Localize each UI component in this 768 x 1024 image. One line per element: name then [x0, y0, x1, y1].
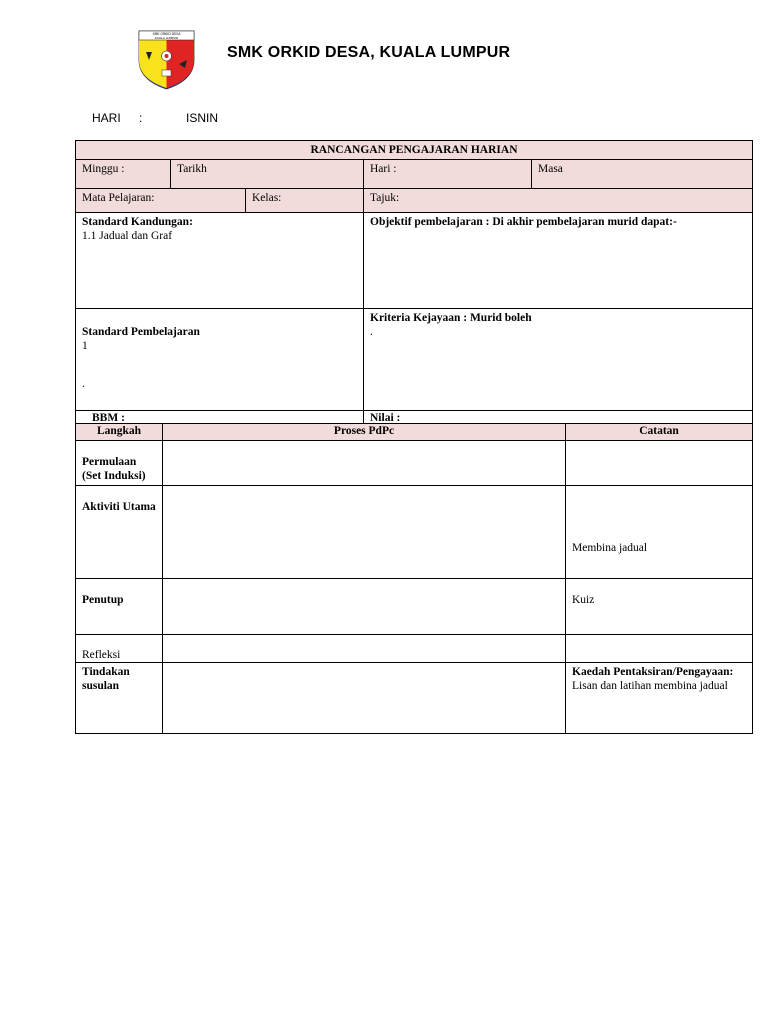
- tajuk-cell: Tajuk:: [364, 189, 753, 213]
- kriteria-label: Kriteria Kejayaan : Murid boleh: [370, 312, 532, 324]
- kaedah-label: Kaedah Pentaksiran/Pengayaan:: [572, 666, 734, 678]
- tindakan-susulan-label: Tindakan susulan: [76, 663, 163, 734]
- standard-pembelajaran-value: 1: [82, 340, 88, 352]
- pdpc-table: [75, 423, 753, 734]
- standard-pembelajaran-dot: .: [82, 378, 85, 390]
- standard-pembelajaran-label: Standard Pembelajaran: [82, 326, 200, 338]
- note-aktiviti-utama: Membina jadual: [566, 486, 753, 579]
- tindakan-susulan-process: [163, 663, 566, 734]
- tarikh-cell: Tarikh: [171, 160, 364, 189]
- note-refleksi: [566, 635, 753, 663]
- masa-cell: Masa: [532, 160, 753, 189]
- minggu-cell: Minggu :: [76, 160, 171, 189]
- hari-cell: Hari :: [364, 160, 532, 189]
- standard-pembelajaran-cell: [76, 309, 364, 411]
- step-aktiviti-utama: Aktiviti Utama: [76, 486, 163, 579]
- day-label: HARI: [92, 111, 121, 125]
- step-refleksi: Refleksi: [76, 635, 163, 663]
- standard-kandungan-cell: [76, 213, 364, 309]
- day-value: ISNIN: [186, 111, 219, 125]
- step-penutup: Penutup: [76, 579, 163, 635]
- svg-text:KUALA LUMPUR: KUALA LUMPUR: [154, 36, 179, 40]
- process-penutup: [163, 579, 566, 635]
- note-permulaan: [566, 441, 753, 486]
- process-aktiviti-utama: [163, 486, 566, 579]
- kriteria-cell: [364, 309, 753, 411]
- process-refleksi: [163, 635, 566, 663]
- svg-text:SMK ORKID DESA: SMK ORKID DESA: [152, 32, 181, 36]
- kaedah-cell: [566, 663, 753, 734]
- mata-pelajaran-cell: Mata Pelajaran:: [76, 189, 246, 213]
- note-penutup: Kuiz: [566, 579, 753, 635]
- standard-kandungan-label: Standard Kandungan:: [82, 216, 193, 228]
- lesson-plan-table: [75, 140, 753, 426]
- school-crest-logo: [137, 30, 196, 90]
- process-permulaan: [163, 441, 566, 486]
- kaedah-value: Lisan dan latihan membina jadual: [572, 680, 728, 692]
- page-header: [0, 0, 768, 100]
- standard-kandungan-value: 1.1 Jadual dan Graf: [82, 230, 173, 242]
- plan-title: RANCANGAN PENGAJARAN HARIAN: [76, 141, 753, 160]
- step-permulaan: Permulaan (Set Induksi): [76, 441, 163, 486]
- kelas-cell: Kelas:: [246, 189, 364, 213]
- header-langkah: Langkah: [76, 424, 163, 441]
- nilai-cell: Nilai :: [364, 411, 753, 426]
- objektif-cell: Objektif pembelajaran : Di akhir pembelajaran murid dapat:-: [364, 213, 753, 309]
- school-title: SMK ORKID DESA, KUALA LUMPUR: [227, 44, 511, 61]
- kriteria-dot: .: [370, 326, 373, 338]
- header-catatan: Catatan: [566, 424, 753, 441]
- header-proses-pdpc: Proses PdPc: [163, 424, 566, 441]
- bbm-cell: BBM :: [76, 411, 364, 426]
- day-separator: :: [139, 111, 143, 125]
